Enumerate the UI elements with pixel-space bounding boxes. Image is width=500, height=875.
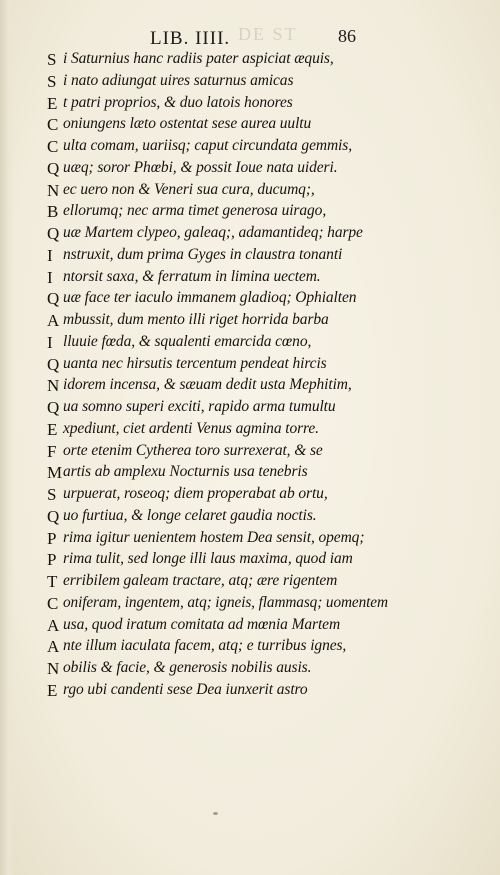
verse-line (0, 593, 500, 615)
verse-line (0, 245, 500, 267)
line-initial: Q (47, 398, 60, 417)
line-initial: C (47, 593, 59, 613)
verse-line (0, 288, 500, 310)
line-text: idorem incensa, & sæuam dedit usta Mephitim, (63, 376, 352, 394)
verse-line (0, 462, 500, 484)
line-initial: S (47, 50, 57, 69)
line-text: rgo ubi candenti sese Dea iunxerit astro (63, 680, 308, 698)
verse-line (0, 441, 500, 463)
verse-line (0, 223, 500, 245)
verse-line (0, 375, 500, 397)
line-initial: M (47, 463, 63, 483)
verse-line (0, 549, 500, 571)
verse-line (0, 332, 500, 354)
line-initial: Q (47, 506, 60, 526)
verse-line (0, 114, 500, 136)
line-text: ntorsit saxa, & ferratum in limina uectem. (63, 267, 321, 285)
line-initial: I (47, 332, 53, 352)
line-text: uæq; soror Phœbi, & possit Ioue nata uideri. (63, 158, 338, 176)
line-text: orte etenim Cytherea toro surrexerat, & se (63, 441, 323, 459)
line-initial: N (47, 376, 60, 396)
verse-line (0, 180, 500, 202)
line-text: uanta nec hirsutis tercentum pendeat hircis (63, 354, 327, 372)
line-text: erribilem galeam tractare, atq; ære rigentem (63, 572, 338, 589)
line-text: xpediunt, ciet ardenti Venus agmina torre. (63, 419, 319, 437)
line-text: ellorumq; nec arma timet generosa uirago, (63, 202, 327, 220)
verse-line (0, 419, 500, 441)
running-head: LIB. IIII. (150, 28, 231, 49)
verse-line (0, 571, 500, 593)
verse-line (0, 615, 500, 637)
line-initial: Q (47, 224, 60, 243)
line-text: artis ab amplexu Nocturnis usa tenebris (63, 463, 308, 481)
line-text: nstruxit, dum prima Gyges in claustra tonanti (63, 245, 343, 263)
line-text: t patri proprios, & duo latois honores (63, 93, 293, 111)
page-header (0, 20, 500, 50)
line-text: i Saturnius hanc radiis pater aspiciat æquis, (63, 50, 334, 67)
line-initial: B (47, 202, 59, 222)
line-text: rima igitur uenientem hostem Dea sensit, opemq; (63, 528, 365, 546)
line-initial: S (47, 71, 57, 91)
verse-line (0, 506, 500, 528)
verse-line (0, 71, 500, 93)
verse-line (0, 397, 500, 419)
verse-line (0, 49, 500, 71)
verse-line (0, 310, 500, 332)
line-text: ulta comam, uariisq; caput circundata gemmis, (63, 137, 352, 154)
line-initial: A (47, 311, 60, 330)
line-initial: C (47, 115, 59, 135)
verse-line (0, 636, 500, 658)
line-initial: I (47, 267, 53, 287)
line-text: obilis & facie, & generosis nobilis ausis. (63, 659, 312, 676)
verse-line (0, 528, 500, 550)
paper-speck (213, 812, 218, 815)
verse-line (0, 93, 500, 115)
verse-line (0, 658, 500, 680)
verse-line (0, 201, 500, 223)
line-initial: E (47, 93, 58, 113)
line-text: i nato adiungat uires saturnus amicas (63, 71, 294, 89)
line-initial: N (47, 180, 60, 200)
line-initial: S (47, 485, 57, 504)
line-text: urpuerat, roseoq; diem properabat ab ortu, (63, 485, 328, 502)
verse-line (0, 484, 500, 506)
page-number: 86 (338, 26, 356, 46)
line-text: uæ face ter iaculo immanem gladioq; Ophialten (63, 289, 357, 307)
line-initial: Q (47, 158, 60, 178)
line-text: ec uero non & Veneri sua cura, ducumq;, (63, 180, 315, 198)
line-initial: P (47, 528, 57, 548)
verse-line (0, 680, 500, 702)
line-text: uo furtiua, & longe celaret gaudia noctis. (63, 506, 317, 524)
line-initial: Q (47, 289, 60, 309)
line-initial: E (47, 419, 58, 439)
line-initial: E (47, 680, 58, 700)
line-initial: N (47, 659, 60, 678)
line-text: ua somno superi exciti, rapido arma tumultu (63, 398, 336, 415)
verse-line (0, 354, 500, 376)
verse-line (0, 158, 500, 180)
verse-block (0, 49, 500, 702)
line-initial: A (47, 615, 60, 635)
line-text: uæ Martem clypeo, galeaq;, adamantideq; harpe (63, 224, 363, 241)
line-initial: I (47, 245, 53, 265)
line-initial: Q (47, 354, 60, 374)
line-initial: A (47, 637, 60, 657)
verse-line (0, 267, 500, 289)
line-text: oniferam, ingentem, atq; igneis, flammasq; uomentem (63, 593, 388, 611)
line-text: nte illum iaculata facem, atq; e turribus ignes, (63, 637, 347, 655)
line-text: usa, quod iratum comitata ad mœnia Martem (63, 615, 341, 633)
line-text: rima tulit, sed longe illi laus maxima, quod iam (63, 550, 353, 568)
line-initial: F (47, 441, 57, 461)
line-initial: C (47, 137, 59, 156)
line-initial: T (47, 572, 58, 591)
line-text: mbussit, dum mento illi riget horrida barba (63, 311, 329, 328)
line-initial: P (47, 550, 57, 570)
line-text: lluuie fœda, & squalenti emarcida cœno, (63, 332, 312, 350)
line-text: oniungens læto ostentat sese aurea uultu (63, 115, 312, 133)
bleed-through-text: DE ST (238, 24, 298, 44)
verse-line (0, 136, 500, 158)
